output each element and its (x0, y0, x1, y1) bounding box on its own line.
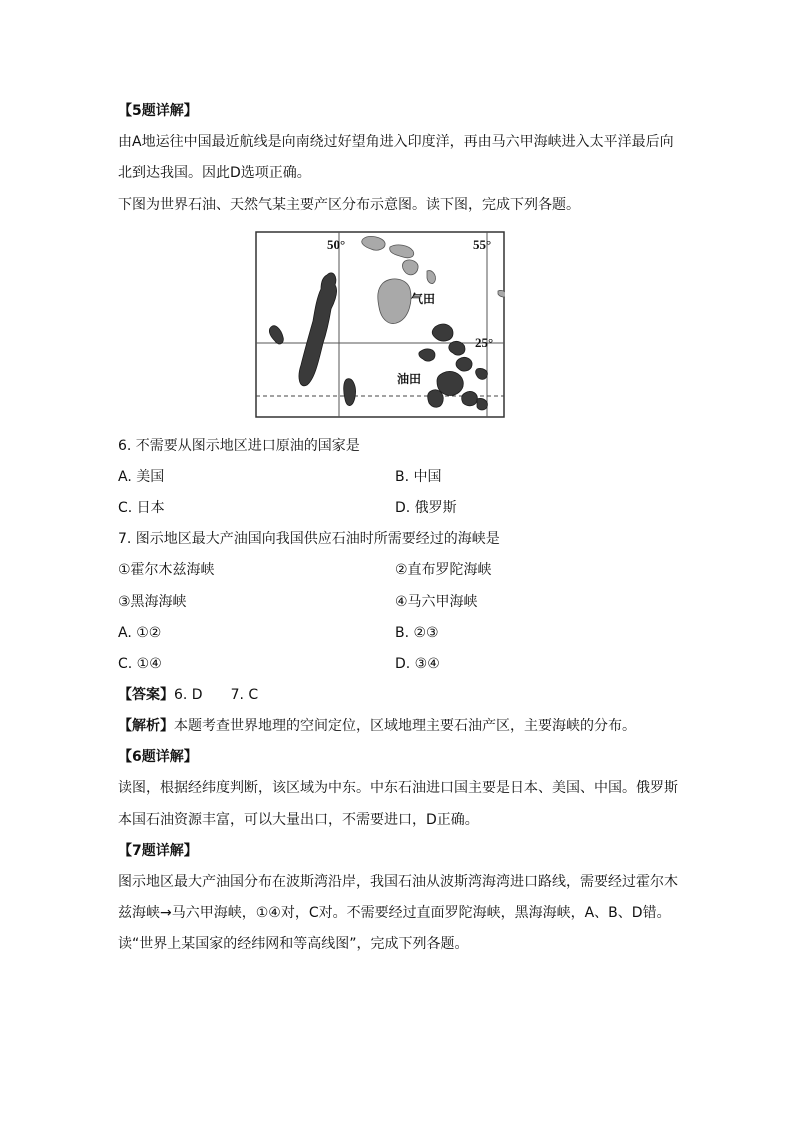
oil-field-label: 油田 (397, 372, 422, 386)
q7-stem: 7. 图示地区最大产油国向我国供应石油时所需要经过的海峡是 (118, 531, 500, 547)
answer-line (118, 685, 258, 705)
q7-option-c: C. ①④ (118, 656, 162, 672)
q6-stem: 6. 不需要从图示地区进口原油的国家是 (118, 438, 360, 454)
section6-heading: 【6题详解】 (118, 749, 198, 765)
q6-option-b: B. 中国 (395, 469, 442, 485)
section5-heading: 【5题详解】 (118, 103, 198, 119)
latitude-label: 25° (475, 335, 494, 350)
answer-text: 6. D 7. C (174, 687, 259, 703)
q7-statement-2: ②直布罗陀海峡 (395, 562, 492, 578)
map-frame (256, 232, 504, 417)
q6-option-a: A. 美国 (118, 469, 165, 485)
q7-statement-4: ④马六甲海峡 (395, 594, 478, 610)
q7-option-b: B. ②③ (395, 625, 439, 641)
closing-text: 读“世界上某国家的经纬网和等高线图”，完成下列各题。 (118, 936, 469, 952)
longitude-left-label: 50° (327, 237, 346, 252)
q7-option-d: D. ③④ (395, 656, 440, 672)
section5-line2: 北到达我国。因此D选项正确。 (118, 165, 311, 181)
q6-option-c: C. 日本 (118, 500, 165, 516)
section7-heading: 【7题详解】 (118, 843, 198, 859)
intro-text: 下图为世界石油、天然气某主要产区分布示意图。读下图，完成下列各题。 (118, 197, 580, 213)
analysis-label: 【解析】 (118, 718, 174, 734)
q6-option-d: D. 俄罗斯 (395, 500, 457, 516)
section5-line1: 由A地运往中国最近航线是向南绕过好望角进入印度洋，再由马六甲海峡进入太平洋最后向 (118, 134, 674, 150)
q7-statement-1: ①霍尔木兹海峡 (118, 562, 215, 578)
answer-label: 【答案】 (118, 687, 174, 703)
section7-line1: 图示地区最大产油国分布在波斯湾沿岸，我国石油从波斯湾海湾进口路线，需要经过霍尔木 (118, 874, 678, 890)
oil-gas-map (255, 231, 505, 418)
map-svg (255, 231, 505, 418)
analysis-text: 本题考查世界地理的空间定位，区域地理主要石油产区，主要海峡的分布。 (174, 718, 636, 734)
analysis-line (118, 716, 636, 736)
longitude-right-label: 55° (473, 237, 492, 252)
q7-option-a: A. ①② (118, 625, 162, 641)
q7-statement-3: ③黑海海峡 (118, 594, 187, 610)
section6-line1: 读图，根据经纬度判断，该区域为中东。中东石油进口国主要是日本、美国、中国。俄罗斯 (118, 780, 678, 796)
section6-line2: 本国石油资源丰富，可以大量出口，不需要进口，D正确。 (118, 812, 479, 828)
section7-line2: 兹海峡→马六甲海峡，①④对，C对。不需要经过直面罗陀海峡，黑海海峡，A、B、D错。 (118, 905, 671, 921)
gas-field-label: 气田 (411, 292, 436, 306)
